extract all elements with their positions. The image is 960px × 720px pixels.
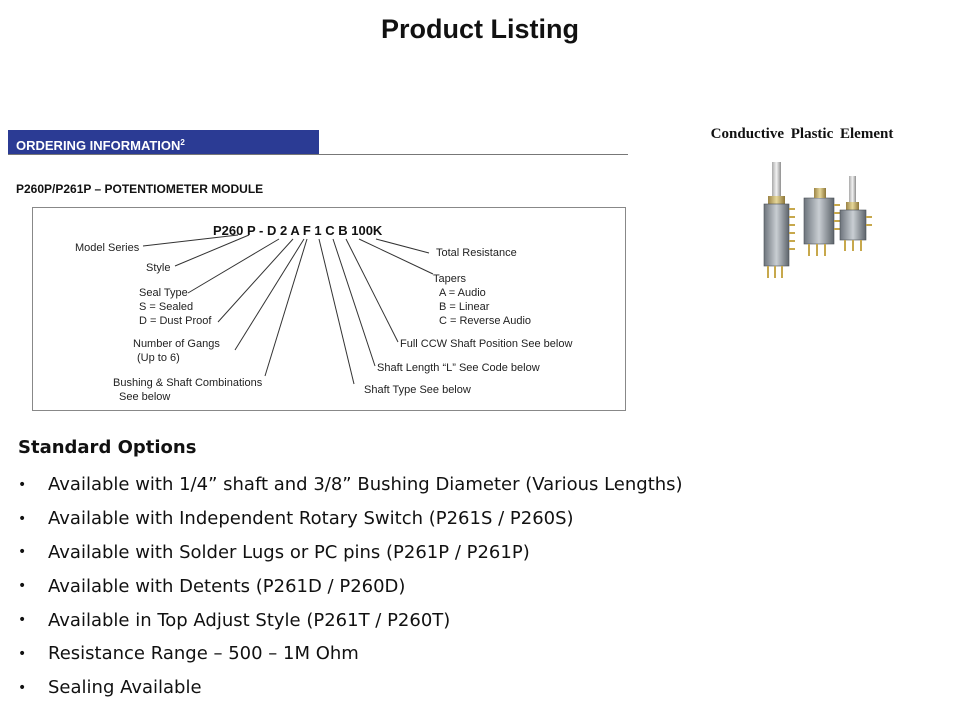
label-gangs-note: (Up to 6) (137, 352, 180, 364)
ordering-banner-footnote: 2 (180, 138, 185, 147)
part-code: P260 P - D 2 A F 1 C B 100K (213, 223, 383, 238)
module-title: P260P/P261P – POTENTIOMETER MODULE (16, 182, 264, 196)
list-item (18, 569, 683, 603)
leader-bushing-2 (265, 239, 307, 376)
leader-shaft-length (333, 239, 375, 366)
label-ccw-position: Full CCW Shaft Position See below (400, 338, 573, 350)
bullet: • (18, 612, 27, 629)
banner-divider (8, 154, 628, 155)
label-taper-linear: B = Linear (439, 301, 490, 313)
option-text: Sealing Available (48, 677, 202, 699)
leader-model-series (143, 235, 238, 246)
leader-style (175, 235, 249, 266)
label-model-series: Model Series (75, 242, 140, 254)
leader-gangs (218, 239, 293, 322)
label-seal-dust: D = Dust Proof (139, 315, 212, 327)
label-seal-type: Seal Type (139, 287, 188, 299)
slide-title: Product Listing (381, 14, 579, 44)
option-text: Resistance Range – 500 – 1M Ohm (48, 643, 359, 665)
ordering-diagram-frame (32, 207, 626, 411)
label-shaft-type: Shaft Type See below (364, 384, 471, 396)
potentiometer-product-photo (752, 158, 908, 290)
list-item (18, 536, 683, 570)
list-item (18, 671, 683, 705)
label-total-resistance: Total Resistance (436, 247, 517, 259)
list-item (18, 637, 683, 671)
bullet: • (18, 645, 27, 662)
bullet: • (18, 544, 27, 561)
option-text: Available with Solder Lugs or PC pins (P261P / P261P) (48, 541, 530, 563)
label-tapers: Tapers (433, 273, 467, 285)
photo-caption: Conductive Plastic Element (710, 126, 894, 142)
leader-seal (188, 239, 279, 293)
bullet: • (18, 578, 27, 595)
leader-ccw (346, 239, 398, 342)
option-text: Available in Top Adjust Style (P261T / P260T) (48, 609, 451, 631)
label-taper-audio: A = Audio (439, 287, 486, 299)
leader-bushing-1 (235, 239, 304, 350)
bullet: • (18, 476, 27, 493)
label-bushing: Bushing & Shaft Combinations (113, 377, 263, 389)
label-style: Style (146, 262, 171, 274)
standard-options-list (18, 468, 683, 705)
option-text: Available with 1/4” shaft and 3/8” Bushing Diameter (Various Lengths) (48, 474, 683, 496)
list-item (18, 603, 683, 637)
label-shaft-length: Shaft Length “L” See Code below (377, 362, 540, 374)
list-item (18, 468, 683, 502)
ordering-banner-label: ORDERING INFORMATION (16, 138, 181, 153)
bullet: • (18, 679, 27, 696)
option-text: Available with Detents (P261D / P260D) (48, 575, 406, 597)
list-item (18, 502, 683, 536)
option-text: Available with Independent Rotary Switch (P261S / P260S) (48, 508, 574, 530)
ordering-diagram (33, 208, 627, 412)
ordering-information-banner (8, 130, 319, 154)
label-taper-reverse: C = Reverse Audio (439, 315, 532, 327)
leader-shaft-type (319, 239, 354, 384)
label-seal-sealed: S = Sealed (139, 301, 194, 313)
standard-options-heading: Standard Options (18, 437, 197, 458)
label-bushing-note: See below (119, 391, 171, 403)
bullet: • (18, 510, 27, 527)
label-gangs: Number of Gangs (133, 338, 220, 350)
